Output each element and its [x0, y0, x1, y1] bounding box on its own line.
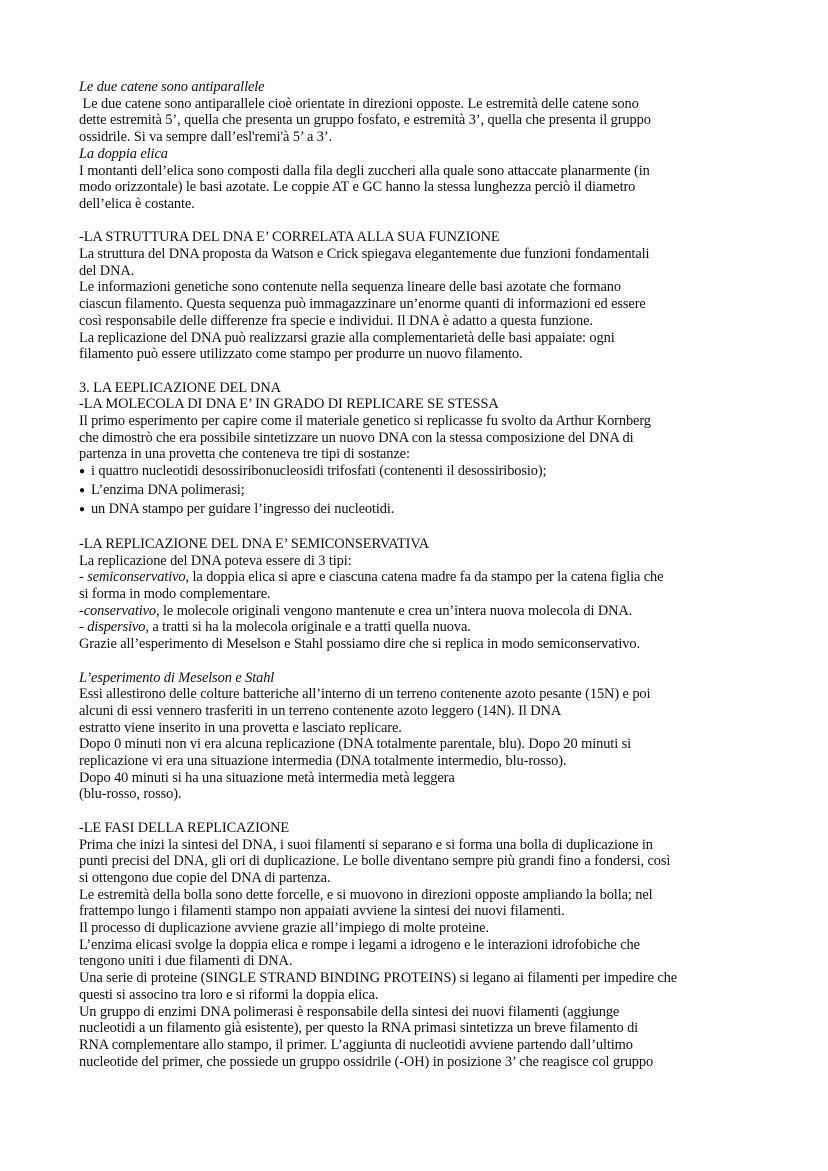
type-dispersivo: [79, 619, 749, 636]
type-semiconservativo: [79, 569, 749, 586]
paragraph-line: ossidrile. Si va sempre dall’esl'remi'à 5’ a 3’.: [79, 129, 333, 146]
section-heading-struttura: -LA STRUTTURA DEL DNA E’ CORRELATA ALLA SUA FUNZIONE: [79, 229, 500, 246]
dash: -: [79, 619, 88, 636]
dash: -: [79, 569, 88, 586]
term-conservativo: conservativo: [83, 602, 157, 619]
paragraph-line: dette estremità 5’, quella che presenta un gruppo fosfato, e estremità 3’, quella che presenta il gruppo: [79, 112, 651, 129]
section-heading-meselson-stahl: L’esperimento di Meselson e Stahl: [79, 669, 275, 686]
paragraph-line: Prima che inizi la sintesi del DNA, i suoi filamenti si separano e si forma una bolla di duplicazione in: [79, 836, 653, 853]
paragraph-line: ciascun filamento. Questa sequenza può immagazzinare un’enorme quanti di informazioni ed essere: [79, 296, 646, 313]
chapter-heading-replicazione: 3. LA EEPLICAZIONE DEL DNA: [79, 379, 281, 396]
paragraph-line: del DNA.: [79, 262, 135, 279]
dash: -: [79, 602, 84, 619]
section-heading-molecola: -LA MOLECOLA DI DNA E’ IN GRADO DI REPLICARE SE STESSA: [79, 396, 499, 413]
paragraph-line: frattempo lungo i filamenti stampo non appaiati avviene la sintesi dei nuovi filamenti.: [79, 903, 565, 920]
paragraph-line: replicazione vi era una situazione intermedia (DNA totalmente intermedio, blu-rosso).: [79, 753, 567, 770]
paragraph-line: dell’elica è costante.: [79, 195, 195, 212]
paragraph-line: Il primo esperimento per capire come il materiale genetico si replicasse fu svolto da Arthur Kornberg: [79, 413, 651, 430]
definition: , a tratti si ha la molecola originale e a tratti quella nuova.: [145, 619, 471, 636]
term-semiconservativo: semiconservativo: [87, 569, 186, 586]
paragraph-line: La replicazione del DNA poteva essere di 3 tipi:: [79, 552, 352, 569]
definition: , le molecole originali vengono mantenute e crea un’intera nuova molecola di DNA.: [156, 602, 633, 619]
section-heading-antiparallele: Le due catene sono antiparallele: [79, 79, 265, 95]
paragraph-line: La replicazione del DNA può realizzarsi grazie alla complementarietà delle basi appaiate: ogni: [79, 329, 615, 346]
definition: , la doppia elica si apre e ciascuna catena madre fa da stampo per la catena figlia che: [185, 569, 664, 586]
section-heading-doppia-elica: La doppia elica: [79, 145, 168, 162]
paragraph-line: Le estremità della bolla sono dette forcelle, e si muovono in direzioni opposte ampliando la bolla; nel: [79, 886, 653, 903]
section-heading-fasi: -LE FASI DELLA REPLICAZIONE: [79, 819, 290, 836]
paragraph-line: così responsabile delle differenze fra specie e individui. Il DNA è adatto a questa funzione.: [79, 312, 593, 329]
paragraph-line: Dopo 40 minuti si ha una situazione metà intermedia metà leggera: [79, 769, 455, 786]
bullet-item: ● i quattro nucleotidi desossiribonucleosidi trifosfati (contenenti il desossiribosio);: [79, 463, 749, 482]
paragraph-line: Dopo 0 minuti non vi era alcuna replicazione (DNA totalmente parentale, blu). Dopo 20 minuti si: [79, 736, 631, 753]
paragraph-line: estratto viene inserito in una provetta e lasciato replicare.: [79, 719, 402, 736]
section-heading-semiconservativa: -LA REPLICAZIONE DEL DNA E’ SEMICONSERVATIVA: [79, 535, 430, 552]
paragraph-line: La struttura del DNA proposta da Watson e Crick spiegava elegantemente due funzioni fondamentali: [79, 246, 650, 263]
type-conservativo: [79, 603, 749, 620]
term-dispersivo: dispersivo: [87, 619, 146, 636]
paragraph-line: filamento può essere utilizzato come stampo per produrre un nuovo filamento.: [79, 346, 523, 363]
paragraph-line: si ottengono due copie del DNA di partenza.: [79, 869, 331, 886]
paragraph-line: Essi allestirono delle colture batteriche all’interno di un terreno contenente azoto pesante (15N) e poi: [79, 686, 651, 703]
paragraph-line: alcuni di essi vennero trasferiti in un terreno contenente azoto leggero (14N). Il DNA: [79, 702, 562, 719]
paragraph-line: punti precisi del DNA, gli ori di duplicazione. Le bolle diventano sempre più grandi fino a fondersi, così: [79, 853, 671, 870]
paragraph-line: nucleotide del primer, che possiede un gruppo ossidrile (-OH) in posizione 3’ che reagisce col gruppo: [79, 1053, 654, 1070]
paragraph-line: nucleotidi a un filamento già esistente), per questo la RNA primasi sintetizza un breve filamento di: [79, 1020, 639, 1037]
paragraph-line: che dimostrò che era possibile sintetizzare un nuovo DNA con la stessa composizione del DNA di: [79, 429, 634, 446]
paragraph-line: Un gruppo di enzimi DNA polimerasi è responsabile della sintesi dei nuovi filamenti (aggiunge: [79, 1003, 620, 1020]
paragraph-line: questi si associno tra loro e si riformi la doppia elica.: [79, 986, 379, 1003]
bullet-item: ● un DNA stampo per guidare l’ingresso dei nucleotidi.: [79, 501, 749, 520]
paragraph-line: I montanti dell’elica sono composti dalla fila degli zuccheri alla quale sono attaccate planarmente (in: [79, 162, 650, 179]
paragraph-line: si forma in modo complementare.: [79, 586, 271, 603]
paragraph-line: Il processo di duplicazione avviene grazie all’impiego di molte proteine.: [79, 920, 489, 937]
bullet-item: ● L’enzima DNA polimerasi;: [79, 482, 749, 501]
paragraph-line: Le due catene sono antiparallele cioè orientate in direzioni opposte. Le estremità delle catene sono: [79, 95, 639, 112]
paragraph-line: partenza in una provetta che conteneva tre tipi di sostanze:: [79, 446, 410, 463]
paragraph-line: RNA complementare allo stampo, il primer. L’aggiunta di nucleotidi avviene partendo dall’ultimo: [79, 1037, 633, 1053]
paragraph-line: (blu-rosso, rosso).: [79, 786, 182, 803]
paragraph-line: tengono uniti i due filamenti di DNA.: [79, 953, 293, 970]
paragraph-line: L’enzima elicasi svolge la doppia elica e rompe i legami a idrogeno e le interazioni idrofobiche che: [79, 936, 640, 953]
document-page: [79, 79, 749, 1070]
paragraph-line: modo orizzontale) le basi azotate. Le coppie AT e GC hanno la stessa lunghezza perciò il diametro: [79, 179, 636, 196]
paragraph-line: Una serie di proteine (SINGLE STRAND BINDING PROTEINS) si legano ai filamenti per impedire che: [79, 970, 678, 987]
paragraph-line: Grazie all’esperimento di Meselson e Stahl possiamo dire che si replica in modo semiconservativo.: [79, 636, 640, 653]
paragraph-line: Le informazioni genetiche sono contenute nella sequenza lineare delle basi azotate che formano: [79, 279, 621, 296]
